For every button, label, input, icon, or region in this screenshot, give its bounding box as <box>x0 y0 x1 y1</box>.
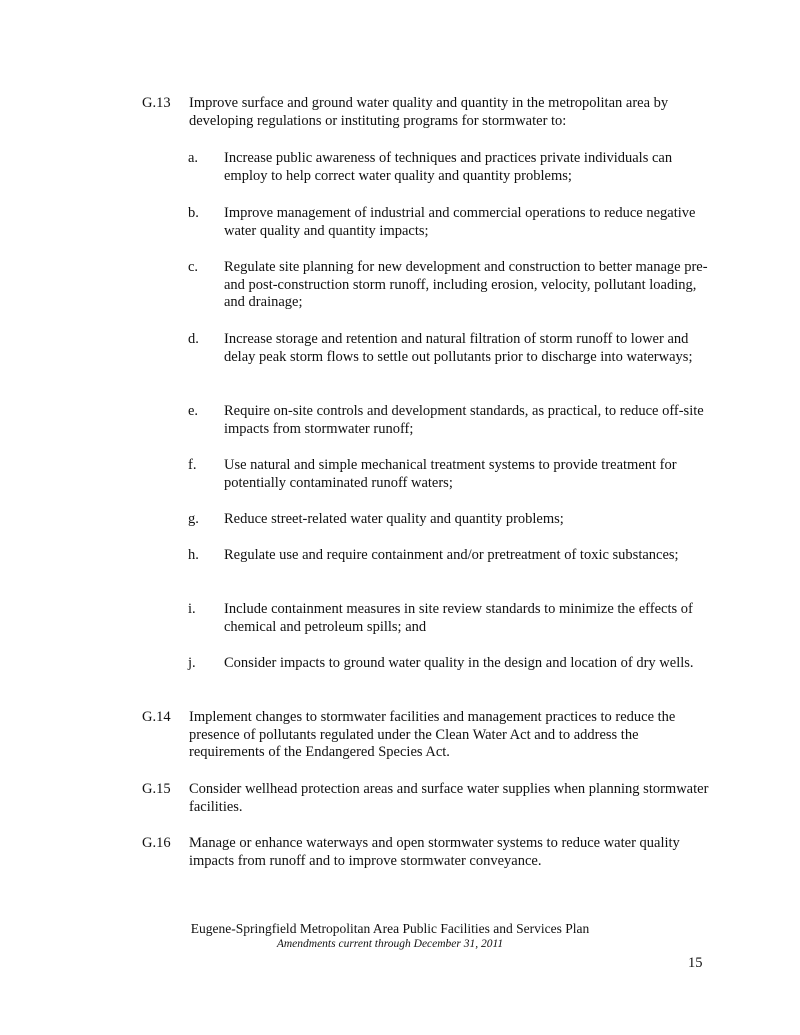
page-number: 15 <box>688 955 703 971</box>
subitem-letter: i. <box>188 601 196 617</box>
subitem-text: Reduce street-related water quality and quantity problems; <box>224 511 564 527</box>
subitem-letter: e. <box>188 403 199 419</box>
subitem-text: Increase storage and retention and natural filtration of storm runoff to lower and delay peak storm flows to settle out pollutants prior to discharge into waterways; <box>224 331 693 365</box>
subitem-letter: j. <box>188 655 196 671</box>
goal-number: G.13 <box>142 95 171 111</box>
subitem-text: Regulate site planning for new development and construction to better manage pre- and post-construction storm runoff, including erosion, velocity, pollutant loading, and drainage; <box>224 259 708 310</box>
goal-number: G.16 <box>142 835 171 851</box>
subitem-text: Improve management of industrial and commercial operations to reduce negative water quality and quantity impacts; <box>224 205 696 239</box>
goal-text: Improve surface and ground water quality and quantity in the metropolitan area by developing regulations or instituting programs for stormwater to: <box>189 95 669 129</box>
subitem-letter: c. <box>188 259 199 275</box>
footer-subtitle: Amendments current through December 31, 2011 <box>276 938 504 950</box>
footer-title: Eugene-Springfield Metropolitan Area Public Facilities and Services Plan <box>190 921 590 936</box>
subitem-letter: a. <box>188 150 199 166</box>
goal-text: Implement changes to stormwater facilities and management practices to reduce the presence of pollutants regulated under the Clean Water Act and to address the requirements of the Endangered Species Act. <box>189 709 676 760</box>
goal-text: Manage or enhance waterways and open stormwater systems to reduce water quality impacts from runoff and to improve stormwater conveyance. <box>189 835 680 869</box>
subitem-letter: f. <box>188 457 197 473</box>
subitem-text: Use natural and simple mechanical treatment systems to provide treatment for potentially contaminated runoff waters; <box>224 457 677 491</box>
subitem-letter: h. <box>188 547 199 563</box>
subitem-text: Consider impacts to ground water quality in the design and location of dry wells. <box>224 655 694 671</box>
subitem-text: Regulate use and require containment and/or pretreatment of toxic substances; <box>224 547 679 563</box>
subitem-letter: b. <box>188 205 199 221</box>
subitem-text: Include containment measures in site review standards to minimize the effects of chemical and petroleum spills; and <box>224 601 693 635</box>
subitem-letter: d. <box>188 331 199 347</box>
goal-number: G.14 <box>142 709 171 725</box>
subitem-letter: g. <box>188 511 199 527</box>
goal-text: Consider wellhead protection areas and surface water supplies when planning stormwater facilities. <box>189 781 709 815</box>
subitem-text: Increase public awareness of techniques and practices private individuals can employ to help correct water quality and quantity problems; <box>224 150 673 184</box>
subitem-text: Require on-site controls and development standards, as practical, to reduce off-site impacts from stormwater runoff; <box>224 403 704 437</box>
goal-number: G.15 <box>142 781 171 797</box>
